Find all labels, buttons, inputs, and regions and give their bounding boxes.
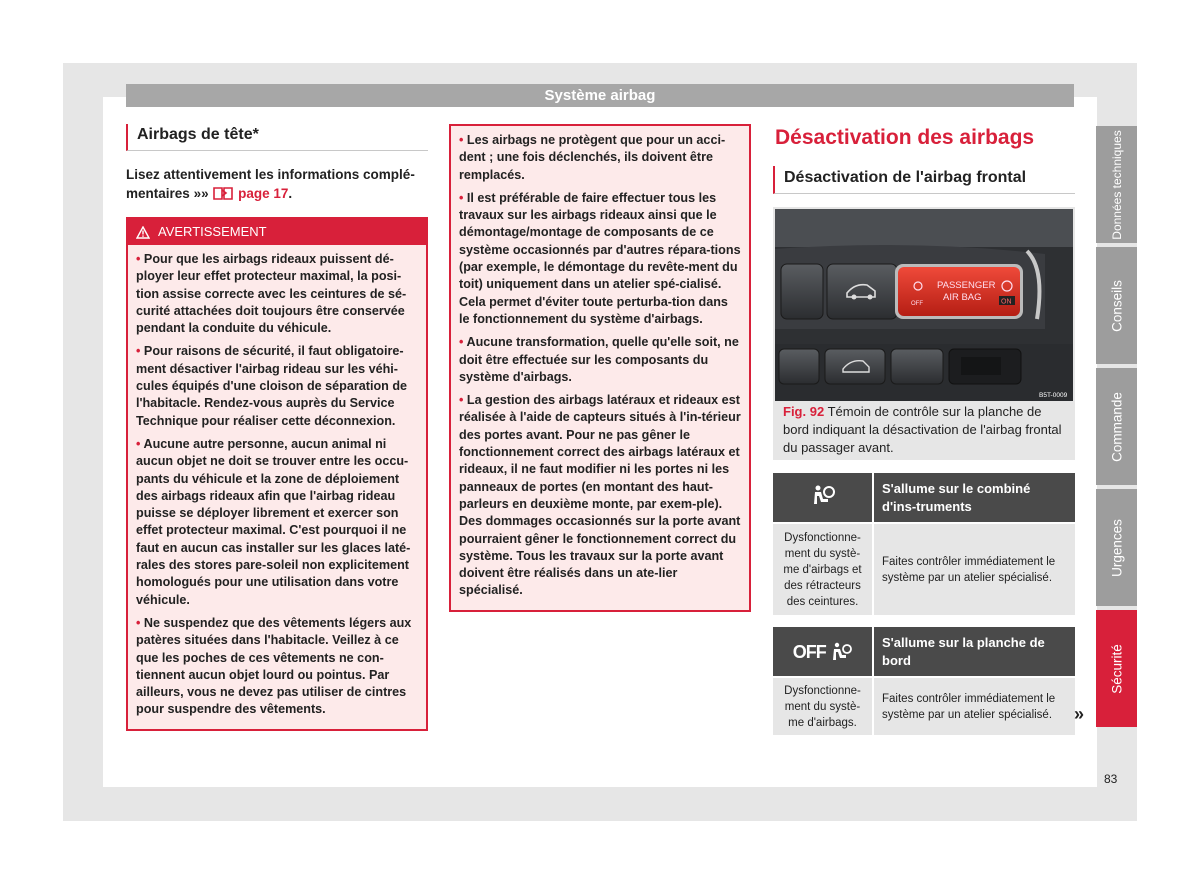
warning-body (128, 245, 426, 729)
warning-item: • Pour raisons de sécurité, il faut obligatoire-ment désactiver l'airbag rideau sur les véhi-cules équipés d'une cloison de séparation de l'habitacle. Rendez-vous auprès du Service Technique pour réaliser cette déconnexion. (136, 344, 408, 428)
airbag-warning-icon (810, 484, 836, 506)
column-3 (773, 124, 1075, 194)
figure-caption (783, 403, 1068, 457)
tab-conseils[interactable]: Conseils (1096, 247, 1137, 364)
warning-item: • Les airbags ne protègent que pour un acci-dent ; une fois déclenchés, ils doivent être remplacés. (459, 133, 726, 182)
warning-triangle-icon (136, 226, 150, 239)
table-icon-cell (773, 473, 873, 523)
figure-caption-text: Témoin de contrôle sur la planche de bord indiquant la désactivation de l'airbag frontal du passager avant. (783, 404, 1062, 455)
intro-arrows: »» (193, 186, 209, 201)
on-indicator-text: ON (1001, 298, 1012, 306)
warning-box-continued (449, 124, 751, 612)
dashboard-photo (775, 209, 1073, 401)
column-1 (126, 124, 428, 731)
passenger-airbag-icon (830, 641, 852, 661)
warning-item: • Aucune transformation, quelle qu'elle soit, ne doit être effectuée sur les composants du système d'airbags. (459, 335, 739, 384)
figure-number: Fig. 92 (783, 404, 825, 419)
indicator-table-dashboard (773, 627, 1075, 735)
off-indicator-text: OFF (911, 301, 923, 307)
image-code: B5T-0009 (1039, 392, 1068, 399)
airbag-label: AIR BAG (943, 292, 982, 303)
cause-cell: Dysfonctionne-ment du systè-me d'airbags et des rétracteurs des ceintures. (773, 523, 873, 615)
page-number: 83 (1104, 772, 1118, 786)
table-header: S'allume sur le combiné d'ins-truments (873, 473, 1075, 523)
off-airbag-icon: OFF (792, 641, 826, 662)
action-cell: Faites contrôler immédiatement le système par un atelier spécialisé. (873, 677, 1075, 735)
warning-item: • Il est préférable de faire effectuer tous les travaux sur les airbags rideaux ainsi que le démontage/montage de composants de ce système occasionnés par d'autres répara-tions (par exemple, le démontage du revête-ment du toit) uniquement dans un atelier spé-cialisé. Cela permet d'éviter toute perturba-tion dans le fonctionnement du système d'airbags. (459, 190, 741, 326)
continue-marker: » (1074, 704, 1085, 724)
section-header: Système airbag (126, 84, 1074, 107)
dashboard-illustration (775, 209, 1073, 401)
table-icon-cell (773, 627, 873, 677)
warning-item: • Pour que les airbags rideaux puissent dé-ployer leur effet protecteur maximal, la posi-tion assise correcte avec les ceintures de sé-curité attachées doit toujours être conservée pendant la conduite du véhicule. (136, 252, 407, 336)
column-2 (449, 124, 751, 612)
section-heading: Airbags de tête* (126, 124, 428, 151)
intro-end: . (288, 186, 293, 201)
warning-item: • La gestion des airbags latéraux et rideaux est réalisée à l'aide de capteurs situés à l'in-térieur des portes avant. Pour ne pas gêner le fonctionnement correct des airbags latéraux et rideaux, il ne faut modifier ni les portes ni les panneaux de portes (en montant des haut-parleurs en deuxième monte, par exem-ple). Des dommages occasionnés sur la porte avant pourraient gêner le fonctionnement correct du système. Tous les travaux sur la porte avant doivent être réalisés dans un ate-lier spécialisé. (459, 393, 741, 598)
intro-text (126, 165, 428, 203)
warning-title: AVERTISSEMENT (158, 224, 267, 239)
warning-item: • Ne suspendez que des vêtements légers aux patères situées dans l'habitacle. Veillez à ce que les poches de ces vêtements ne con-tiennent aucun objet lourd ou pointus. Par ailleurs, vous ne devez pas utiliser de cintres pour suspendre des vêtements. (136, 615, 412, 717)
table-header: S'allume sur la planche de bord (873, 627, 1075, 677)
chapter-title: Désactivation des airbags (775, 126, 1035, 149)
indicator-table-instrument (773, 473, 1075, 615)
page-reference-link[interactable]: page 17 (238, 186, 289, 201)
tab-commande[interactable]: Commande (1096, 368, 1137, 485)
figure-92 (773, 207, 1075, 460)
warning-header (128, 219, 426, 245)
warning-item: • Aucune autre personne, aucun animal ni aucun objet ne doit se trouver entre les occu-pants du véhicule et la zone de déploiement des airbags rideaux afin que l'airbag rideau puisse se déployer librement et exercer son effet protecteur maximal. C'est pourquoi il ne faut en aucun cas installer sur les glaces laté-rales des stores pare-soleil non explicitement homologués pour une utilisation dans votre véhicule. (136, 436, 411, 607)
tab-urgences[interactable]: Urgences (1096, 489, 1137, 606)
intro-body: Lisez attentivement les informations complé-mentaires (126, 167, 415, 201)
cause-cell: Dysfonctionne-ment du systè-me d'airbags. (773, 677, 873, 735)
passenger-label: PASSENGER (937, 280, 996, 291)
subsection-heading: Désactivation de l'airbag frontal (773, 166, 1075, 194)
tab-donnees-techniques[interactable]: Données techniques (1096, 126, 1137, 243)
warning-box (126, 217, 428, 731)
warning-body (451, 126, 749, 610)
tab-securite[interactable]: Sécurité (1096, 610, 1137, 727)
book-reference-icon (212, 186, 234, 200)
action-cell: Faites contrôler immédiatement le système par un atelier spécialisé. (873, 523, 1075, 615)
